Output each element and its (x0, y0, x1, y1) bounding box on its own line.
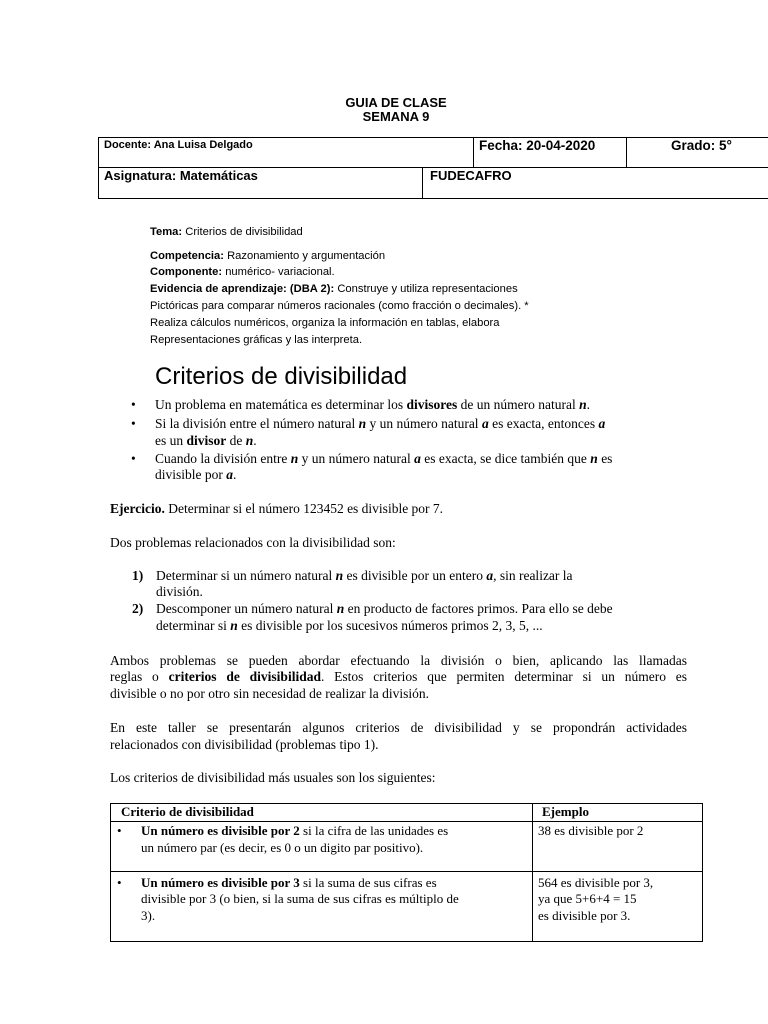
ejercicio-paragraph: Ejercicio. Determinar si el número 123452 es divisible por 7. (110, 501, 444, 516)
ambos-paragraph-line-1: Ambos problemas se pueden abordar efectuando la división o bien, aplicando las llamadas (110, 653, 687, 668)
bullet-icon: • (117, 823, 122, 838)
bullet-item-2-line-2: es un divisor de n. (155, 433, 257, 448)
problem-2: Descomponer un número natural n en producto de factores primos. Para ello se debe (156, 601, 613, 616)
tema-line: Tema: Criterios de divisibilidad (150, 226, 303, 238)
table-header-criterio: Criterio de divisibilidad (121, 804, 254, 819)
bullet-item-1: Un problema en matemática es determinar los divisores de un número natural n. (155, 397, 591, 412)
bullet-icon: • (117, 875, 122, 890)
section-heading: Criterios de divisibilidad (155, 363, 408, 390)
table-row-2-ejemplo-line-2: ya que 5+6+4 = 15 (538, 891, 637, 906)
table-header-ejemplo: Ejemplo (542, 804, 589, 819)
evidencia-line-2: Pictóricas para comparar números racionales (como fracción o decimales). * (150, 300, 529, 312)
bullet-icon: • (131, 451, 136, 466)
guide-title: GUIA DE CLASE (345, 95, 447, 110)
bullet-icon: • (131, 416, 136, 431)
evidencia-line: Evidencia de aprendizaje: (DBA 2): Construye y utiliza representaciones (150, 283, 518, 295)
docente-label: Docente: Ana Luisa Delgado (104, 139, 253, 151)
table-row-2-criterio-line-2: divisible por 3 (o bien, si la suma de sus cifras es múltiplo de (141, 891, 459, 906)
bullet-item-3-line-2: divisible por a. (155, 467, 237, 482)
list-number-1: 1) (132, 568, 144, 583)
table-row-1-criterio-line-2: un número par (es decir, es 0 o un digito par positivo). (141, 840, 424, 855)
ambos-paragraph-line-2: reglas o criterios de divisibilidad. Estos criterios que permiten determinar si un número es (110, 669, 687, 684)
table-row-2-ejemplo-line-3: es divisible por 3. (538, 908, 631, 923)
dos-problemas-paragraph: Dos problemas relacionados con la divisibilidad son: (110, 535, 396, 550)
table-row-2-criterio: Un número es divisible por 3 si la suma de sus cifras es (141, 875, 437, 890)
fecha-label: Fecha: 20-04-2020 (479, 138, 596, 153)
bullet-item-3: Cuando la división entre n y un número natural a es exacta, se dice también que n es (155, 451, 613, 466)
list-number-2: 2) (132, 601, 144, 616)
table-row-2-ejemplo: 564 es divisible por 3, (538, 875, 654, 890)
usuales-paragraph: Los criterios de divisibilidad más usuales son los siguientes: (110, 770, 436, 785)
problem-2-line-2: determinar si n es divisible por los sucesivos números primos 2, 3, 5, ... (156, 618, 543, 633)
bullet-item-2: Si la división entre el número natural n y un número natural a es exacta, entonces a (155, 416, 606, 431)
table-row-2-criterio-line-3: 3). (141, 908, 156, 923)
problem-1-line-2: división. (156, 584, 203, 599)
table-row-1-criterio: Un número es divisible por 2 si la cifra de las unidades es (141, 823, 449, 838)
ambos-paragraph-line-3: divisible o no por otro sin necesidad de realizar la división. (110, 686, 430, 701)
competencia-line: Competencia: Razonamiento y argumentación (150, 250, 386, 262)
info-table (98, 137, 768, 199)
taller-paragraph-line-2: relacionados con divisibilidad (problemas tipo 1). (110, 737, 379, 752)
taller-paragraph-line-1: En este taller se presentarán algunos criterios de divisibilidad y se propondrán actividades (110, 720, 687, 735)
asignatura-label: Asignatura: Matemáticas (104, 168, 258, 183)
week-title: SEMANA 9 (362, 109, 430, 124)
table-row-1-ejemplo: 38 es divisible por 2 (538, 823, 644, 838)
bullet-icon: • (131, 397, 136, 412)
componente-line: Componente: numérico- variacional. (150, 266, 335, 278)
criteria-table (110, 803, 703, 942)
problem-1: Determinar si un número natural n es divisible por un entero a, sin realizar la (156, 568, 573, 583)
evidencia-line-4: Representaciones gráficas y las interpreta. (150, 334, 363, 346)
evidencia-line-3: Realiza cálculos numéricos, organiza la información en tablas, elabora (150, 317, 500, 329)
institucion-label: FUDECAFRO (430, 168, 512, 183)
grado-label: Grado: 5° (671, 138, 732, 153)
